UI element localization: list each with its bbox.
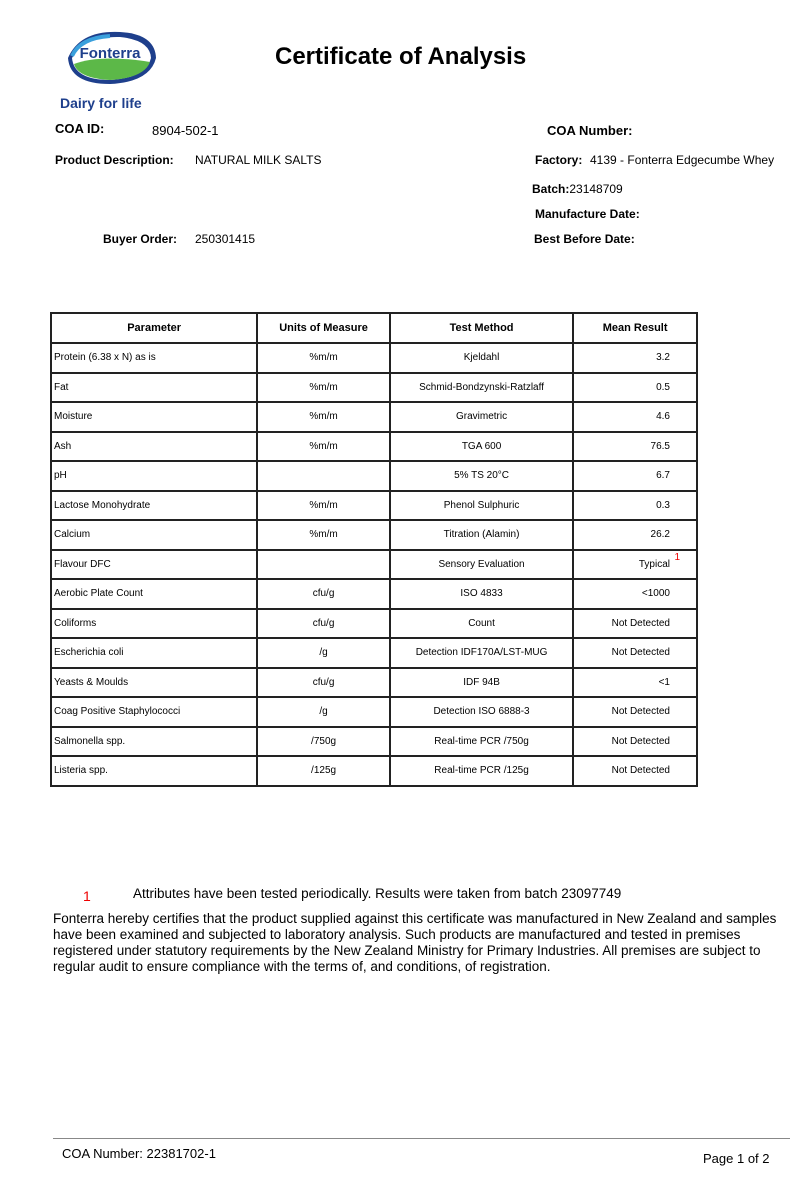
parameter-cell: Lactose Monohydrate [51, 491, 257, 521]
col-result: Mean Result [573, 313, 697, 343]
result-cell: 6.7 [573, 461, 697, 491]
result-cell: Not Detected [573, 727, 697, 757]
result-cell: Typical 1 [573, 550, 697, 580]
parameter-cell: Aerobic Plate Count [51, 579, 257, 609]
units-cell [257, 461, 390, 491]
method-cell: Kjeldahl [390, 343, 573, 373]
method-cell: TGA 600 [390, 432, 573, 462]
units-cell [257, 550, 390, 580]
analysis-table [50, 312, 698, 787]
parameter-cell: Protein (6.38 x N) as is [51, 343, 257, 373]
parameter-cell: Salmonella spp. [51, 727, 257, 757]
footer-divider [53, 1138, 790, 1139]
units-cell: /750g [257, 727, 390, 757]
table-row [51, 491, 697, 521]
coa-number-label: COA Number: [547, 123, 633, 138]
units-cell: cfu/g [257, 609, 390, 639]
method-cell: Sensory Evaluation [390, 550, 573, 580]
table-row [51, 432, 697, 462]
batch-field: Batch:23148709 [532, 182, 623, 196]
result-cell: Not Detected [573, 609, 697, 639]
result-cell: 26.2 [573, 520, 697, 550]
parameter-cell: pH [51, 461, 257, 491]
buyer-order-label: Buyer Order: [103, 232, 178, 246]
result-cell: 0.5 [573, 373, 697, 403]
units-cell: /125g [257, 756, 390, 786]
parameter-cell: Fat [51, 373, 257, 403]
method-cell: 5% TS 20°C [390, 461, 573, 491]
product-value: NATURAL MILK SALTS [195, 153, 322, 167]
units-cell: %m/m [257, 432, 390, 462]
parameter-cell: Calcium [51, 520, 257, 550]
parameter-cell: Escherichia coli [51, 638, 257, 668]
factory-value: 4139 - Fonterra Edgecumbe Whey [590, 153, 775, 167]
buyer-order-value: 250301415 [195, 232, 256, 246]
table-row [51, 461, 697, 491]
result-cell: 0.3 [573, 491, 697, 521]
method-cell: Phenol Sulphuric [390, 491, 573, 521]
units-cell: %m/m [257, 402, 390, 432]
table-row [51, 668, 697, 698]
result-cell: Not Detected [573, 756, 697, 786]
units-cell: %m/m [257, 373, 390, 403]
units-cell: /g [257, 638, 390, 668]
manufacture-date-label: Manufacture Date: [535, 207, 640, 221]
parameter-cell: Ash [51, 432, 257, 462]
svg-text:Fonterra: Fonterra [79, 45, 141, 62]
result-cell: <1 [573, 668, 697, 698]
certification-statement: Fonterra hereby certifies that the product supplied against this certificate was manufactured in New Zealand and samples have been examined and subjected to laboratory analysis. Such products are manufactured and tested in premises registered under statutory requirements by the New Zealand Ministry for Primary Industries. All premises are subject to regular audit to ensure compliance with the terms of, and conditions, of registration. [53, 911, 777, 974]
logo-tagline: Dairy for life [60, 95, 142, 111]
result-cell: Not Detected [573, 697, 697, 727]
parameter-cell: Moisture [51, 402, 257, 432]
best-before-label: Best Before Date: [534, 232, 635, 246]
method-cell: IDF 94B [390, 668, 573, 698]
method-cell: ISO 4833 [390, 579, 573, 609]
method-cell: Real-time PCR /125g [390, 756, 573, 786]
parameter-cell: Listeria spp. [51, 756, 257, 786]
units-cell: cfu/g [257, 668, 390, 698]
product-label: Product Description: [55, 153, 174, 167]
method-cell: Detection ISO 6888-3 [390, 697, 573, 727]
col-method: Test Method [390, 313, 573, 343]
units-cell: cfu/g [257, 579, 390, 609]
units-cell: /g [257, 697, 390, 727]
fonterra-logo [60, 28, 160, 111]
parameter-cell: Coag Positive Staphylococci [51, 697, 257, 727]
table-row [51, 402, 697, 432]
table-row [51, 520, 697, 550]
page-title: Certificate of Analysis [275, 43, 527, 70]
result-cell: Not Detected [573, 638, 697, 668]
method-cell: Titration (Alamin) [390, 520, 573, 550]
method-cell: Count [390, 609, 573, 639]
parameter-cell: Flavour DFC [51, 550, 257, 580]
result-cell: <1000 [573, 579, 697, 609]
footnote-text: Attributes have been tested periodically. Results were taken from batch 23097749 [133, 886, 622, 901]
units-cell: %m/m [257, 343, 390, 373]
result-cell: 76.5 [573, 432, 697, 462]
table-row [51, 638, 697, 668]
method-cell: Real-time PCR /750g [390, 727, 573, 757]
footnote-marker: 1 [83, 888, 91, 904]
coa-id-label: COA ID: [55, 121, 105, 136]
method-cell: Detection IDF170A/LST-MUG [390, 638, 573, 668]
units-cell: %m/m [257, 520, 390, 550]
table-row [51, 343, 697, 373]
table-row [51, 727, 697, 757]
table-row [51, 609, 697, 639]
col-parameter: Parameter [51, 313, 257, 343]
table-row [51, 756, 697, 786]
table-row [51, 550, 697, 580]
page-number: Page 1 of 2 [703, 1151, 770, 1166]
units-cell: %m/m [257, 491, 390, 521]
method-cell: Gravimetric [390, 402, 573, 432]
footnote-ref: 1 [674, 551, 680, 563]
method-cell: Schmid-Bondzynski-Ratzlaff [390, 373, 573, 403]
parameter-cell: Coliforms [51, 609, 257, 639]
footer-coa-number: COA Number: 22381702-1 [62, 1146, 216, 1161]
col-units: Units of Measure [257, 313, 390, 343]
table-row [51, 697, 697, 727]
result-cell: 3.2 [573, 343, 697, 373]
table-row [51, 579, 697, 609]
result-cell: 4.6 [573, 402, 697, 432]
coa-id-value: 8904-502-1 [152, 123, 219, 138]
table-row [51, 373, 697, 403]
table-header-row [51, 313, 697, 343]
parameter-cell: Yeasts & Moulds [51, 668, 257, 698]
factory-label: Factory: [535, 153, 583, 167]
